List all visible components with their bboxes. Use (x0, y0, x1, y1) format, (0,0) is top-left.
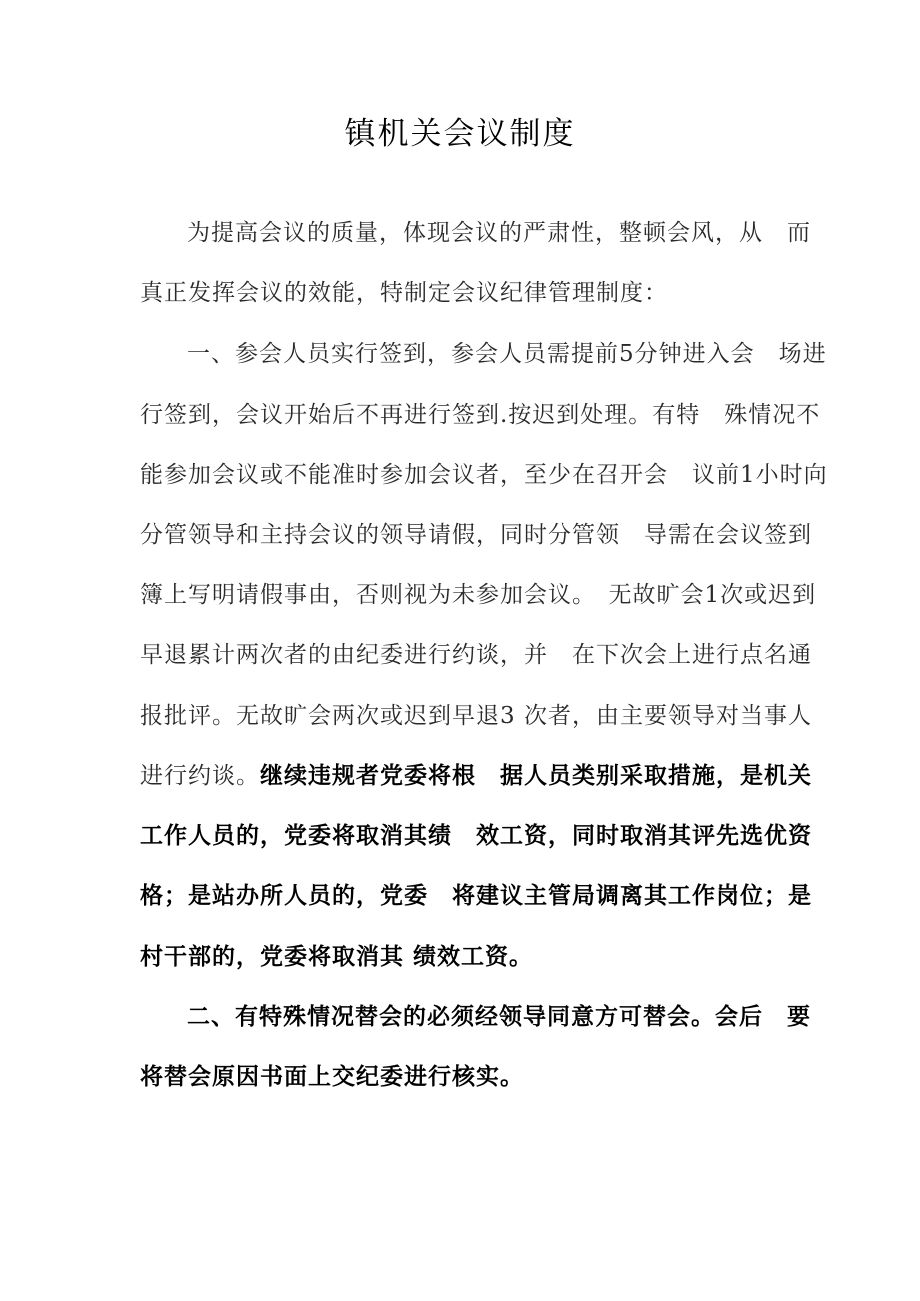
paragraph-2-line-11: 村干部的，党委将取消其 绩效工资。 (140, 944, 534, 970)
paragraph-2-line-4: 分管领导和主持会议的领导请假，同时分管领 导需在会议签到 (140, 522, 812, 548)
paragraph-2-line-7: 报批评。无故旷会两次或迟到早退3 次者，由主要领导对当事人 (140, 703, 812, 729)
paragraph-1-line-1: 为提高会议的质量，体现会议的严肃性，整顿会风，从 而 (187, 220, 811, 246)
normal-text-segment: 进行约谈。 (140, 763, 260, 789)
paragraph-3-line-1: 二、有特殊情况替会的必须经领导同意方可替会。会后 要 (187, 1004, 811, 1030)
paragraph-2-line-6: 早退累计两次者的由纪委进行约谈，并 在下次会上进行点名通 (140, 642, 812, 668)
document-title: 镇机关会议制度 (344, 116, 576, 152)
paragraph-1-line-2: 真正发挥会议的效能，特制定会议纪律管理制度： (140, 280, 668, 306)
paragraph-2-line-9: 工作人员的，党委将取消其绩 效工资，同时取消其评先选优资 (140, 823, 812, 849)
paragraph-2-line-2: 行签到，会议开始后不再进行签到.按迟到处理。有特 殊情况不 (140, 402, 821, 428)
bold-text-segment: 继续违规者党委将根 据人员类别采取措施，是机关 (260, 763, 812, 789)
paragraph-2-line-10: 格；是站办所人员的，党委 将建议主管局调离其工作岗位；是 (140, 883, 812, 909)
paragraph-2-line-5: 簿上写明请假事由，否则视为未参加会议。 无故旷会1次或迟到 (140, 582, 817, 608)
paragraph-3-line-2: 将替会原因书面上交纪委进行核实。 (140, 1064, 524, 1090)
paragraph-2-line-8 (140, 756, 812, 796)
paragraph-2-line-3: 能参加会议或不能准时参加会议者，至少在召开会 议前1小时向 (140, 462, 828, 488)
paragraph-2-line-1: 一、参会人员实行签到，参会人员需提前5分钟进入会 场进 (187, 341, 827, 367)
